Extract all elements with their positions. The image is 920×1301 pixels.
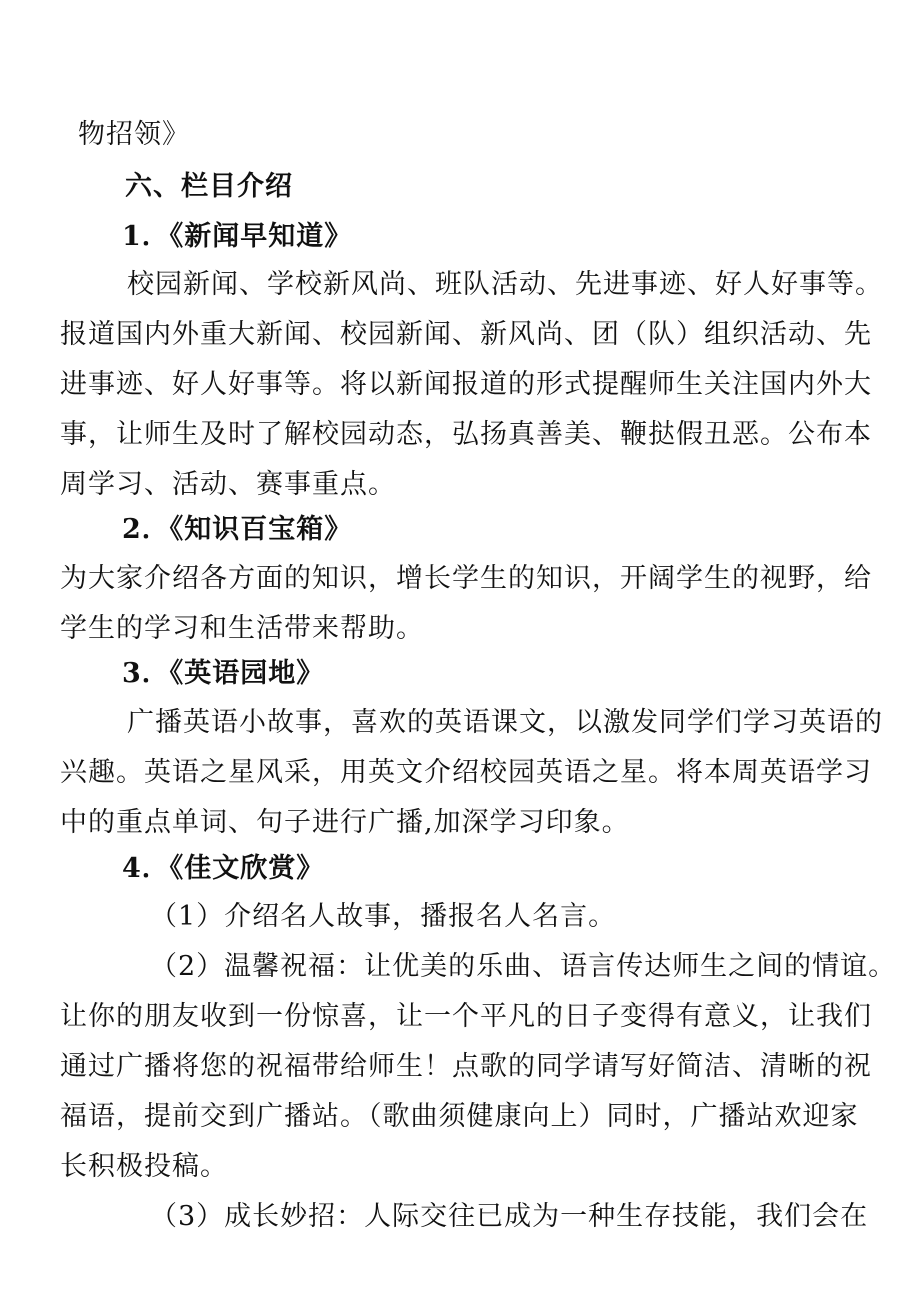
news-paragraph-line: 进事迹、好人好事等。将以新闻报道的形式提醒师生关注国内外大 xyxy=(60,369,872,400)
news-section-title: 1．《新闻早知道》 xyxy=(122,221,353,252)
news-paragraph-line: 校园新闻、学校新风尚、班队活动、先进事迹、好人好事等。 xyxy=(127,269,883,300)
news-paragraph-line: 周学习、活动、赛事重点。 xyxy=(60,469,396,500)
english-section-title: 3．《英语园地》 xyxy=(122,658,325,689)
news-paragraph-line: 报道国内外重大新闻、校园新闻、新风尚、团（队）组织活动、先 xyxy=(60,319,872,350)
knowledge-paragraph-line: 学生的学习和生活带来帮助。 xyxy=(60,613,424,644)
knowledge-paragraph-line: 为大家介绍各方面的知识，增长学生的知识，开阔学生的视野，给 xyxy=(60,563,872,594)
essays-paragraph-line: 让你的朋友收到一份惊喜，让一个平凡的日子变得有意义，让我们 xyxy=(60,1001,872,1032)
essays-section-title: 4．《佳文欣赏》 xyxy=(122,853,325,884)
english-paragraph-line: 广播英语小故事，喜欢的英语课文，以激发同学们学习英语的 xyxy=(127,707,883,738)
intro-tail-text: 物招领》 xyxy=(78,119,190,150)
essays-paragraph-line: （1）介绍名人故事，播报名人名言。 xyxy=(150,901,617,932)
section-six-heading: 六、栏目介绍 xyxy=(125,171,293,202)
essays-paragraph-line: （3）成长妙招：人际交往已成为一种生存技能，我们会在 xyxy=(150,1201,869,1232)
english-paragraph-line: 中的重点单词、句子进行广播,加深学习印象。 xyxy=(60,807,630,838)
knowledge-section-title: 2．《知识百宝箱》 xyxy=(122,514,353,545)
essays-paragraph-line: 福语，提前交到广播站。（歌曲须健康向上）同时，广播站欢迎家 xyxy=(60,1101,859,1132)
essays-paragraph-line: （2）温馨祝福：让优美的乐曲、语言传达师生之间的情谊。 xyxy=(150,951,897,982)
news-paragraph-line: 事，让师生及时了解校园动态，弘扬真善美、鞭挞假丑恶。公布本 xyxy=(60,419,872,450)
english-paragraph-line: 兴趣。英语之星风采，用英文介绍校园英语之星。将本周英语学习 xyxy=(60,757,872,788)
essays-paragraph-line: 通过广播将您的祝福带给师生！点歌的同学请写好简洁、清晰的祝 xyxy=(60,1051,872,1082)
essays-paragraph-line: 长积极投稿。 xyxy=(60,1151,228,1182)
